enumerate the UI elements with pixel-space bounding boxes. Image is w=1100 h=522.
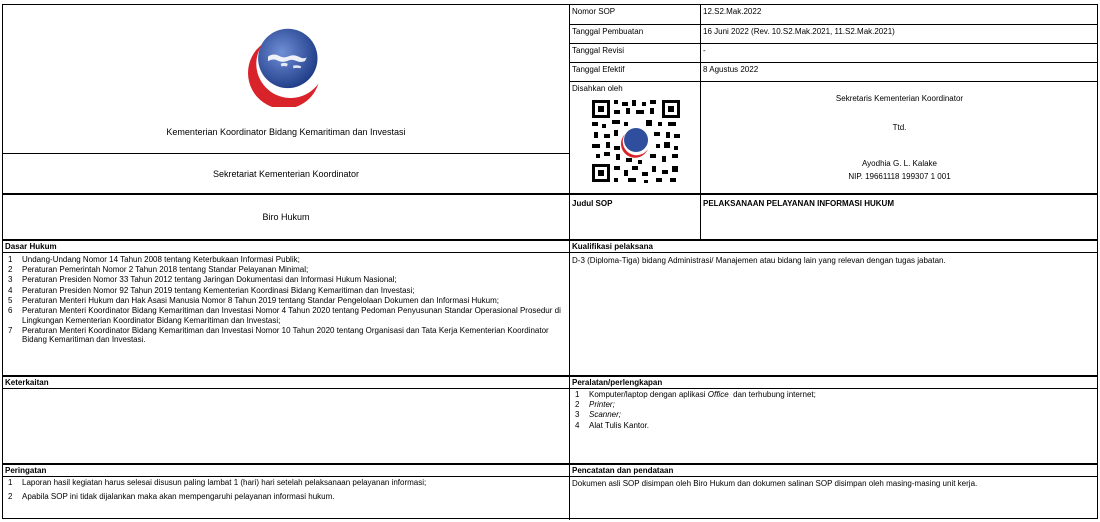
approver-name: Ayodhia G. L. Kalake — [861, 159, 937, 168]
peralatan-heading: Peralatan/perlengkapan — [570, 377, 1097, 389]
list-item: 6 Peraturan Menteri Koordinator Bidang Kemaritiman dan Investasi Nomor 4 Tahun 2020 tentang Pedoman Penyusunan Standar Operasional Prosedur di Lingkungan Kementerian Koordinator Bidang Kemaritiman dan Investasi; — [8, 305, 561, 325]
list-item: 1 Undang-Undang Nomor 14 Tahun 2008 tentang Keterbukaan Informasi Publik; — [8, 255, 300, 264]
list-item: 2 Apabila SOP ini tidak dijalankan maka akan mempengaruhi pelayanan informasi hukum. — [8, 491, 335, 501]
meta-label-efektif: Tanggal Efektif — [570, 62, 700, 81]
kualifikasi-text: D-3 (Diploma-Tiga) bidang Administrasi/ Manajemen atau bidang lain yang relevan dengan tugas jabatan. — [572, 256, 946, 265]
keterkaitan-section — [3, 375, 569, 463]
meta-table — [569, 5, 1097, 239]
meta-value-nomor: 12.S2.Mak.2022 — [700, 5, 1098, 24]
approved-label: Disahkan oleh — [572, 84, 623, 93]
meta-label-revisi: Tanggal Revisi — [570, 43, 700, 62]
list-item: 4 Peraturan Presiden Nomor 92 Tahun 2019 tentang Kementerian Koordinasi Bidang Kemaritiman dan Investasi; — [8, 285, 415, 295]
meta-value-efektif: 8 Agustus 2022 — [700, 62, 1098, 81]
list-item: 7 Peraturan Menteri Koordinator Bidang Kemaritiman dan Investasi Nomor 10 Tahun 2020 tentang Organisasi dan Tata Kerja Kementerian Koordinator Bidang Kemaritiman dan Investasi. — [8, 325, 549, 345]
dasar-hukum-heading: Dasar Hukum — [3, 241, 569, 253]
logo-area — [3, 5, 569, 111]
sop-title-value: PELAKSANAAN PELAYANAN INFORMASI HUKUM — [700, 193, 1098, 239]
approver-nip: NIP. 19661118 199307 1 001 — [848, 172, 951, 181]
list-item: 4 Alat Tulis Kantor. — [575, 420, 650, 430]
peralatan-section — [569, 375, 1097, 463]
meta-label-nomor: Nomor SOP — [572, 7, 616, 16]
ministry-logo-icon — [241, 17, 331, 107]
pencatatan-text: Dokumen asli SOP disimpan oleh Biro Hukum dan dokumen salinan SOP disimpan oleh masing-masing unit kerja. — [572, 479, 978, 488]
peringatan-section — [3, 463, 569, 520]
pencatatan-section — [569, 463, 1097, 520]
keterkaitan-heading: Keterkaitan — [3, 377, 569, 389]
meta-value-pembuatan: 16 Juni 2022 (Rev. 10.S2.Mak.2021, 11.S2.Mak.2021) — [700, 24, 1098, 43]
ministry-name: Kementerian Koordinator Bidang Kemaritiman dan Investasi — [166, 127, 406, 137]
peringatan-heading: Peringatan — [3, 465, 569, 477]
list-item: 1 Laporan hasil kegiatan harus selesai disusun paling lambat 1 (hari) hari setelah pelaksanaan pelayanan informasi; — [8, 478, 427, 487]
sop-title-label: Judul SOP — [570, 193, 700, 239]
pencatatan-heading: Pencatatan dan pendataan — [570, 465, 1097, 477]
bureau-name: Biro Hukum — [3, 193, 569, 239]
kualifikasi-section — [569, 239, 1097, 375]
approval-left — [570, 81, 700, 193]
list-item: 2 Peraturan Pemerintah Nomor 2 Tahun 2018 tentang Standar Pelayanan Minimal; — [8, 265, 309, 275]
kualifikasi-heading: Kualifikasi pelaksana — [570, 241, 1097, 253]
list-item: 3 Scanner; — [575, 410, 622, 420]
secretariat-name: Sekretariat Kementerian Koordinator — [3, 153, 569, 193]
list-item: 1 Komputer/laptop dengan aplikasi Office dan terhubung internet; — [575, 390, 816, 399]
meta-label-pembuatan: Tanggal Pembuatan — [570, 24, 700, 43]
dasar-hukum-list — [3, 253, 569, 345]
dasar-hukum-section — [3, 239, 569, 375]
list-item: 5 Peraturan Menteri Hukum dan Hak Asasi Manusia Nomor 8 Tahun 2019 tentang Standar Pengelolaan Dokumen dan Informasi Hukum; — [8, 295, 500, 305]
meta-value-revisi: - — [700, 43, 1098, 62]
ttd-text: Ttd. — [892, 123, 907, 132]
list-item: 2 Printer; — [575, 400, 615, 410]
peralatan-list — [570, 389, 1097, 430]
peringatan-list — [3, 477, 569, 501]
list-item: 3 Peraturan Presiden Nomor 33 Tahun 2012 tentang Jaringan Dokumentasi dan Informasi Hukum Nasional; — [8, 275, 397, 285]
qr-code-icon — [590, 98, 682, 184]
approver-title: Sekretaris Kementerian Koordinator — [835, 94, 964, 103]
sop-document — [2, 4, 1098, 519]
approval-right — [700, 81, 1098, 193]
